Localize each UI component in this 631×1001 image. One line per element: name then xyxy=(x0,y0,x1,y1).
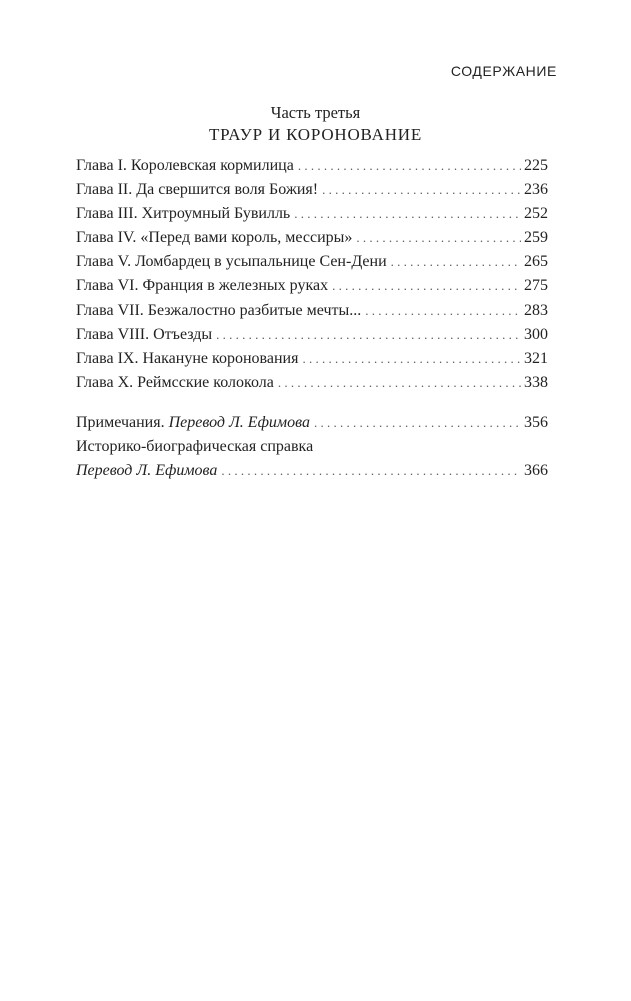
dot-leader xyxy=(221,459,521,483)
table-of-contents xyxy=(76,154,548,483)
toc-entry-chapter-7[interactable] xyxy=(76,299,548,323)
toc-entry-label: Глава V. Ломбардец в усыпальнице Сен-Дени xyxy=(76,253,387,271)
toc-entry-page: 321 xyxy=(524,349,548,367)
toc-entry-page: 356 xyxy=(524,413,548,431)
toc-entry-label: Глава VI. Франция в железных руках xyxy=(76,277,329,295)
toc-entry-chapter-2[interactable] xyxy=(76,178,548,202)
reference-translator: Перевод Л. Ефимова xyxy=(76,462,218,480)
toc-entry-page: 236 xyxy=(524,181,548,199)
part-subtitle: Часть третья xyxy=(270,103,361,122)
toc-entry-label: Глава VIII. Отъезды xyxy=(76,325,213,343)
toc-entry-page: 366 xyxy=(524,462,548,480)
toc-entry-label: Глава IX. Накануне коронования xyxy=(76,349,299,367)
notes-translator: Перевод Л. Ефимова xyxy=(168,413,310,431)
toc-entry-page: 338 xyxy=(524,373,548,391)
toc-entry-page: 265 xyxy=(524,253,548,271)
dot-leader xyxy=(356,226,521,250)
toc-entry-label: Глава I. Королевская кормилица xyxy=(76,157,294,174)
section-gap xyxy=(76,395,548,411)
toc-entry-chapter-8[interactable] xyxy=(76,323,548,347)
toc-entry-reference-title: Историко-биографическая справка xyxy=(76,438,314,456)
toc-entry-page: 225 xyxy=(524,157,548,174)
toc-entry-page: 252 xyxy=(524,205,548,223)
dot-leader xyxy=(365,299,521,323)
notes-label: Примечания. xyxy=(76,413,165,431)
toc-entry-page: 300 xyxy=(524,325,548,343)
toc-entry-label: Глава X. Реймсские колокола xyxy=(76,373,274,391)
toc-entry-chapter-10[interactable] xyxy=(76,371,548,395)
toc-entry-label xyxy=(76,459,217,483)
toc-entry-label: Глава IV. «Перед вами король, мессиры» xyxy=(76,229,353,247)
toc-entry-label: Глава III. Хитроумный Бувилль xyxy=(76,205,291,223)
dot-leader xyxy=(332,274,521,298)
dot-leader xyxy=(322,178,521,202)
toc-entry-label xyxy=(76,411,310,435)
dot-leader xyxy=(298,154,521,178)
dot-leader xyxy=(302,347,521,371)
toc-entry-page: 275 xyxy=(524,277,548,295)
dot-leader xyxy=(294,202,521,226)
toc-entry-label: Глава II. Да свершится воля Божия! xyxy=(76,181,319,199)
toc-entry-chapter-1[interactable] xyxy=(76,154,548,178)
toc-entry-chapter-4[interactable] xyxy=(76,226,548,250)
dot-leader xyxy=(391,250,521,274)
toc-entry-chapter-3[interactable] xyxy=(76,202,548,226)
dot-leader xyxy=(278,371,521,395)
toc-entry-chapter-5[interactable] xyxy=(76,250,548,274)
toc-entry-page: 283 xyxy=(524,301,548,319)
toc-entry-chapter-9[interactable] xyxy=(76,347,548,371)
toc-entry-reference[interactable] xyxy=(76,459,548,483)
running-head: СОДЕРЖАНИЕ xyxy=(450,63,557,79)
dot-leader xyxy=(314,411,521,435)
part-title: ТРАУР И КОРОНОВАНИЕ xyxy=(208,125,423,144)
toc-entry-label: Глава VII. Безжалостно разбитые мечты... xyxy=(76,301,362,319)
toc-entry-page: 259 xyxy=(524,229,548,247)
dot-leader xyxy=(216,323,521,347)
toc-entry-chapter-6[interactable] xyxy=(76,274,548,298)
toc-entry-notes[interactable] xyxy=(76,411,548,435)
